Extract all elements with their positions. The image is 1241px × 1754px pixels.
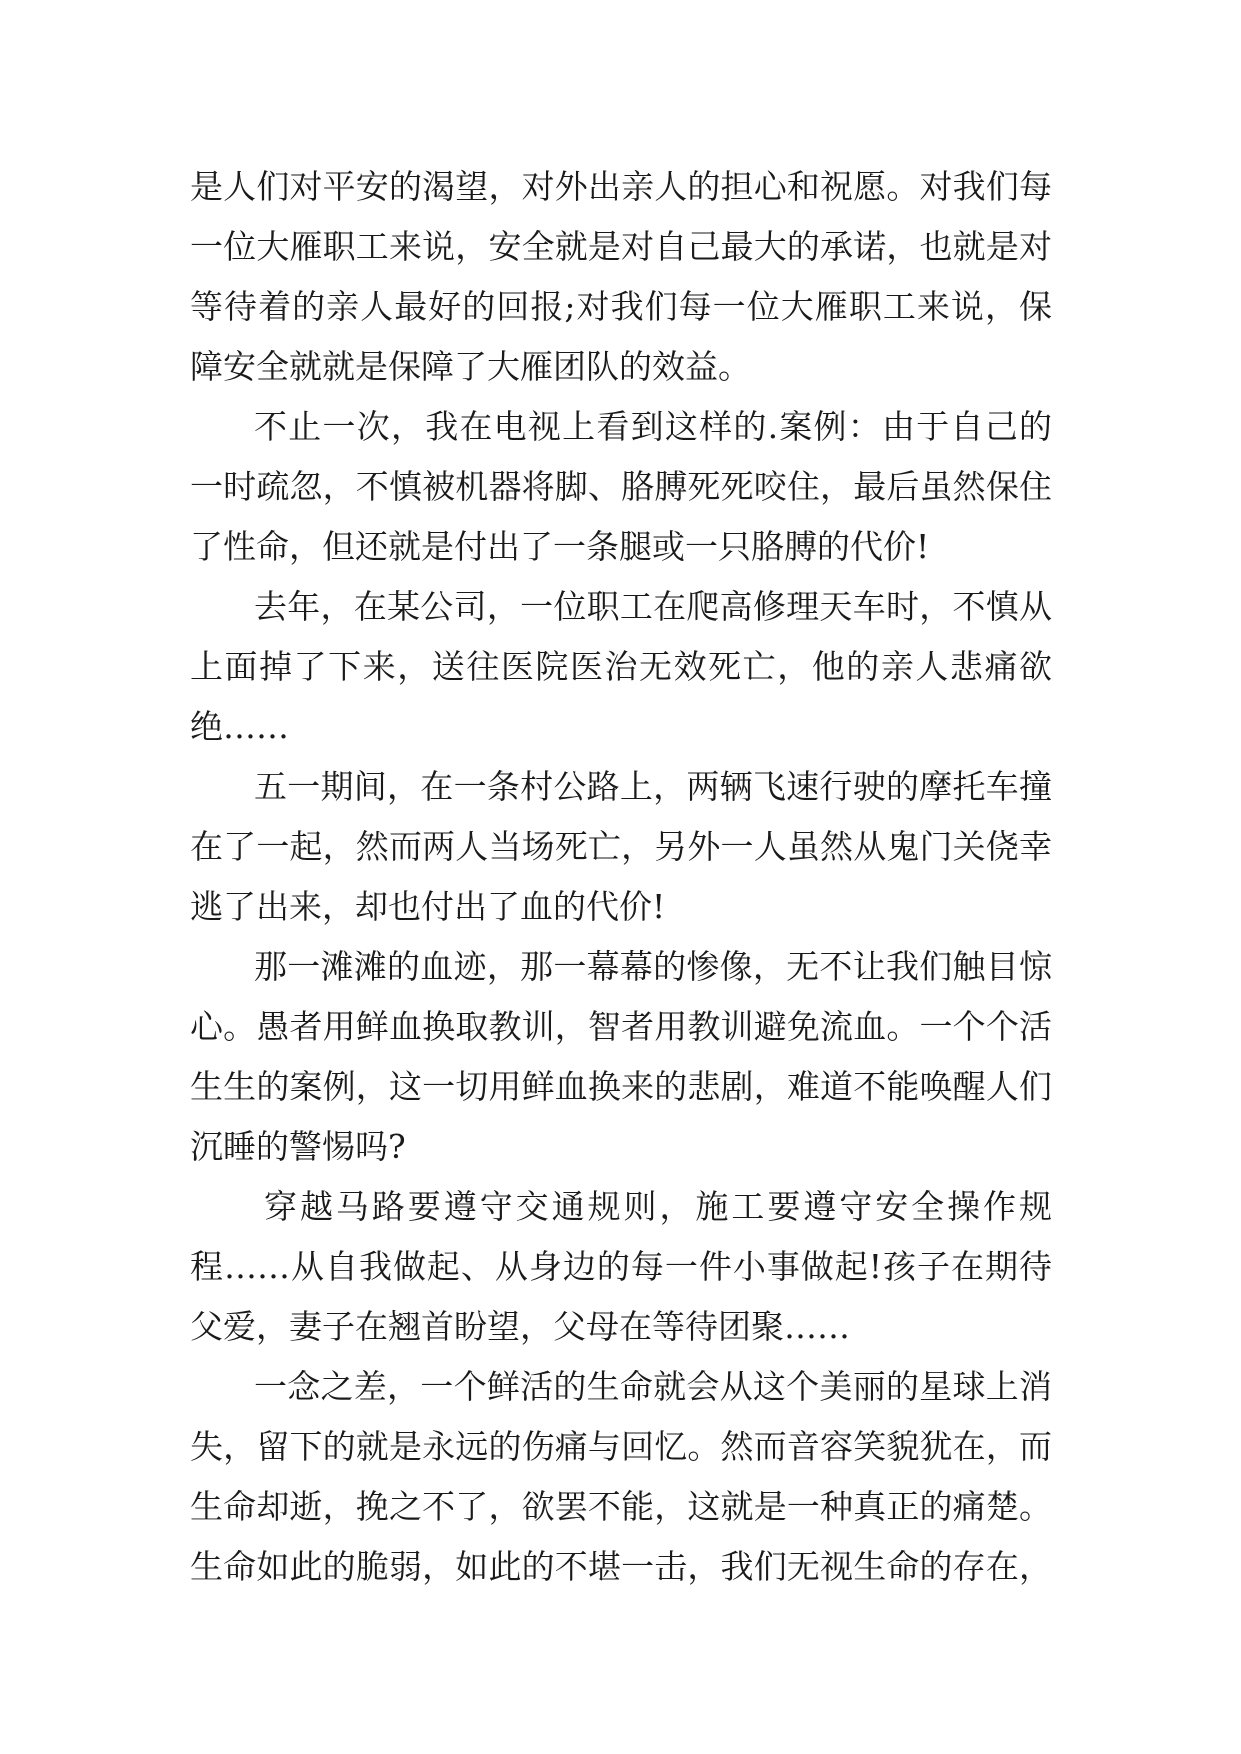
body-text bbox=[190, 157, 1052, 1597]
text-line: 程……从自我做起、从身边的每一件小事做起!孩子在期待 bbox=[190, 1247, 1052, 1286]
text-line: 穿越马路要遵守交通规则，施工要遵守安全操作规 bbox=[264, 1187, 1052, 1226]
text-line: 是人们对平安的渴望，对外出亲人的担心和祝愿。对我们每 bbox=[190, 167, 1052, 206]
paragraph-2 bbox=[190, 397, 1052, 577]
text-line: 在了一起，然而两人当场死亡，另外一人虽然从鬼门关侥幸 bbox=[190, 827, 1052, 866]
paragraph-3 bbox=[190, 577, 1052, 757]
text-line: 心。愚者用鲜血换取教训，智者用教训避免流血。一个个活 bbox=[190, 1007, 1052, 1046]
paragraph-7 bbox=[190, 1357, 1052, 1597]
text-line: 生命却逝，挽之不了，欲罢不能，这就是一种真正的痛楚。 bbox=[190, 1487, 1052, 1526]
text-line: 了性命，但还就是付出了一条腿或一只胳膊的代价! bbox=[190, 527, 930, 566]
text-line: 失，留下的就是永远的伤痛与回忆。然而音容笑貌犹在，而 bbox=[190, 1427, 1052, 1466]
text-line: 上面掉了下来，送往医院医治无效死亡，他的亲人悲痛欲 bbox=[190, 647, 1052, 686]
text-line: 不止一次，我在电视上看到这样的.案例：由于自己的 bbox=[254, 407, 1052, 446]
text-line: 那一滩滩的血迹，那一幕幕的惨像，无不让我们触目惊 bbox=[254, 947, 1052, 986]
text-line: 一念之差，一个鲜活的生命就会从这个美丽的星球上消 bbox=[254, 1367, 1052, 1406]
text-line: 父爱，妻子在翘首盼望，父母在等待团聚…… bbox=[190, 1307, 850, 1346]
text-line: 沉睡的警惕吗? bbox=[190, 1127, 406, 1166]
paragraph-6 bbox=[190, 1177, 1052, 1357]
text-line: 一位大雁职工来说，安全就是对自己最大的承诺，也就是对 bbox=[190, 227, 1052, 266]
text-line: 逃了出来，却也付出了血的代价! bbox=[190, 887, 666, 926]
text-line: 去年，在某公司，一位职工在爬高修理天车时，不慎从 bbox=[254, 587, 1052, 626]
paragraph-5 bbox=[190, 937, 1052, 1177]
text-line: 生生的案例，这一切用鲜血换来的悲剧，难道不能唤醒人们 bbox=[190, 1067, 1052, 1106]
text-line: 五一期间，在一条村公路上，两辆飞速行驶的摩托车撞 bbox=[254, 767, 1052, 806]
text-line: 绝…… bbox=[190, 707, 289, 746]
text-line: 一时疏忽，不慎被机器将脚、胳膊死死咬住，最后虽然保住 bbox=[190, 467, 1052, 506]
text-line: 障安全就就是保障了大雁团队的效益。 bbox=[190, 347, 751, 386]
paragraph-4 bbox=[190, 757, 1052, 937]
text-line: 等待着的亲人最好的回报;对我们每一位大雁职工来说，保 bbox=[190, 287, 1052, 326]
text-line: 生命如此的脆弱，如此的不堪一击，我们无视生命的存在， bbox=[190, 1547, 1052, 1586]
paragraph-1 bbox=[190, 157, 1052, 397]
